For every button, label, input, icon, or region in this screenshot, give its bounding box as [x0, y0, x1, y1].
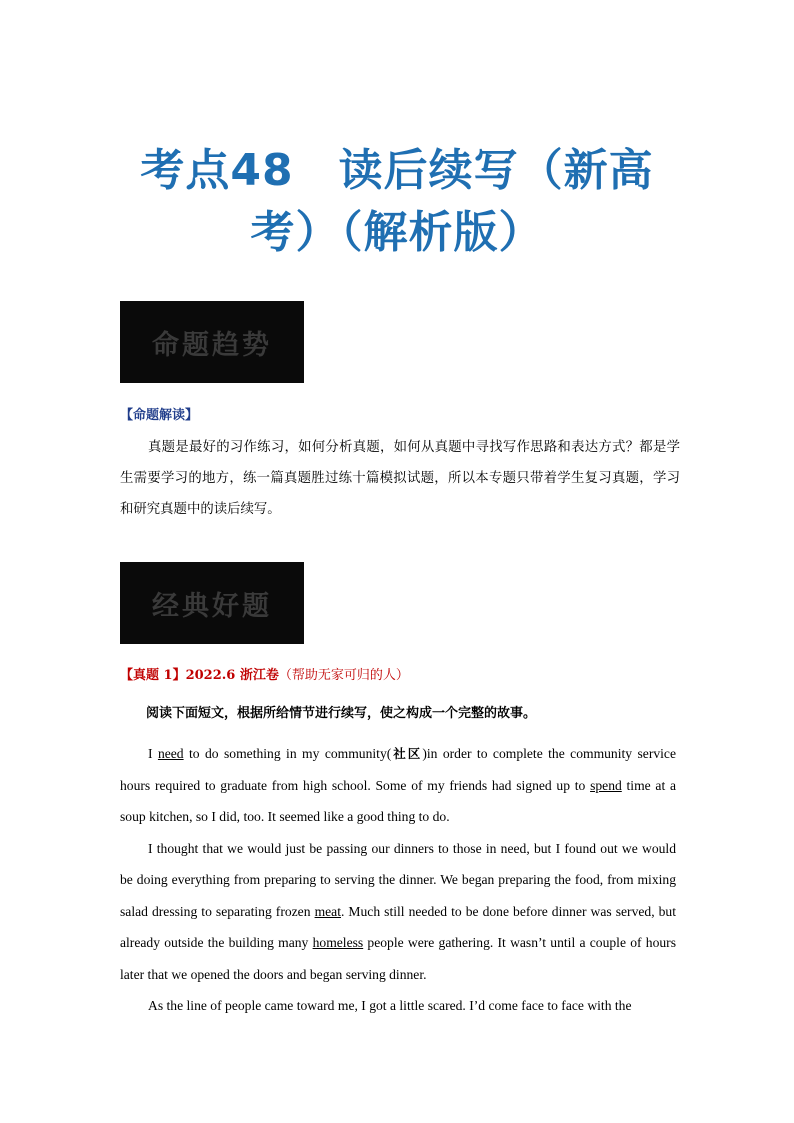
text-run: time at a soup kitchen, so I did, too. It seemed like a good thing to do.: [120, 777, 677, 824]
story-paragraph-3: As the line of people came toward me, I got a little scared. I’d come face to face with the: [148, 998, 632, 1013]
page-title: [110, 140, 684, 264]
story-paragraph-2: [120, 833, 676, 991]
title-line-2: 考）（解析版）: [250, 207, 544, 258]
text-run: I thought that we would just be passing our dinners to those in need, but I found out we would be doing everything from preparing to serving the dinner. We began preparing the food, from mixing salad dressing to separating frozen: [120, 840, 676, 919]
interpretation-text: 真题是最好的习作练习，如何分析真题，如何从真题中寻找写作思路和表达方式？都是学生需要学习的地方，练一篇真题胜过练十篇模拟试题，所以本专题只带着学生复习真题，学习和研究真题中的读后续写。: [120, 440, 680, 517]
underlined-word: spend: [590, 777, 622, 793]
text-run: )in order to complete the community service hours required to graduate from high school. Some of my friends had signed up to: [120, 746, 676, 793]
text-run: to do something in my community(: [183, 746, 392, 761]
text-run: I: [148, 746, 158, 761]
gloss-word: 社区: [391, 746, 423, 761]
text-run: . Much still needed to be done before dinner was served, but already outside the building many: [120, 903, 676, 950]
question-source: 【真题 1】2022.6 浙江卷: [120, 668, 279, 683]
question-label: [120, 664, 409, 683]
interpretation-label: 【命题解读】: [120, 408, 199, 423]
text-run: people were gathering. It wasn’t until a couple of hours later that we opened the doors and began serving dinner.: [120, 935, 676, 982]
underlined-word: need: [157, 746, 184, 761]
section-banner-classic: 经典好题: [120, 562, 304, 644]
section-banner-trend: 命题趋势: [120, 301, 304, 383]
story-paragraph-1: [120, 738, 676, 833]
underlined-word: meat: [314, 903, 341, 919]
question-instruction: 阅读下面短文，根据所给情节进行续写，使之构成一个完整的故事。: [146, 706, 537, 721]
story-text: [120, 738, 676, 1022]
title-line-1: 考点48 读后续写（新高: [140, 145, 654, 196]
underlined-word: homeless: [312, 935, 364, 950]
question-subtitle: （帮助无家可归的人）: [278, 668, 409, 683]
